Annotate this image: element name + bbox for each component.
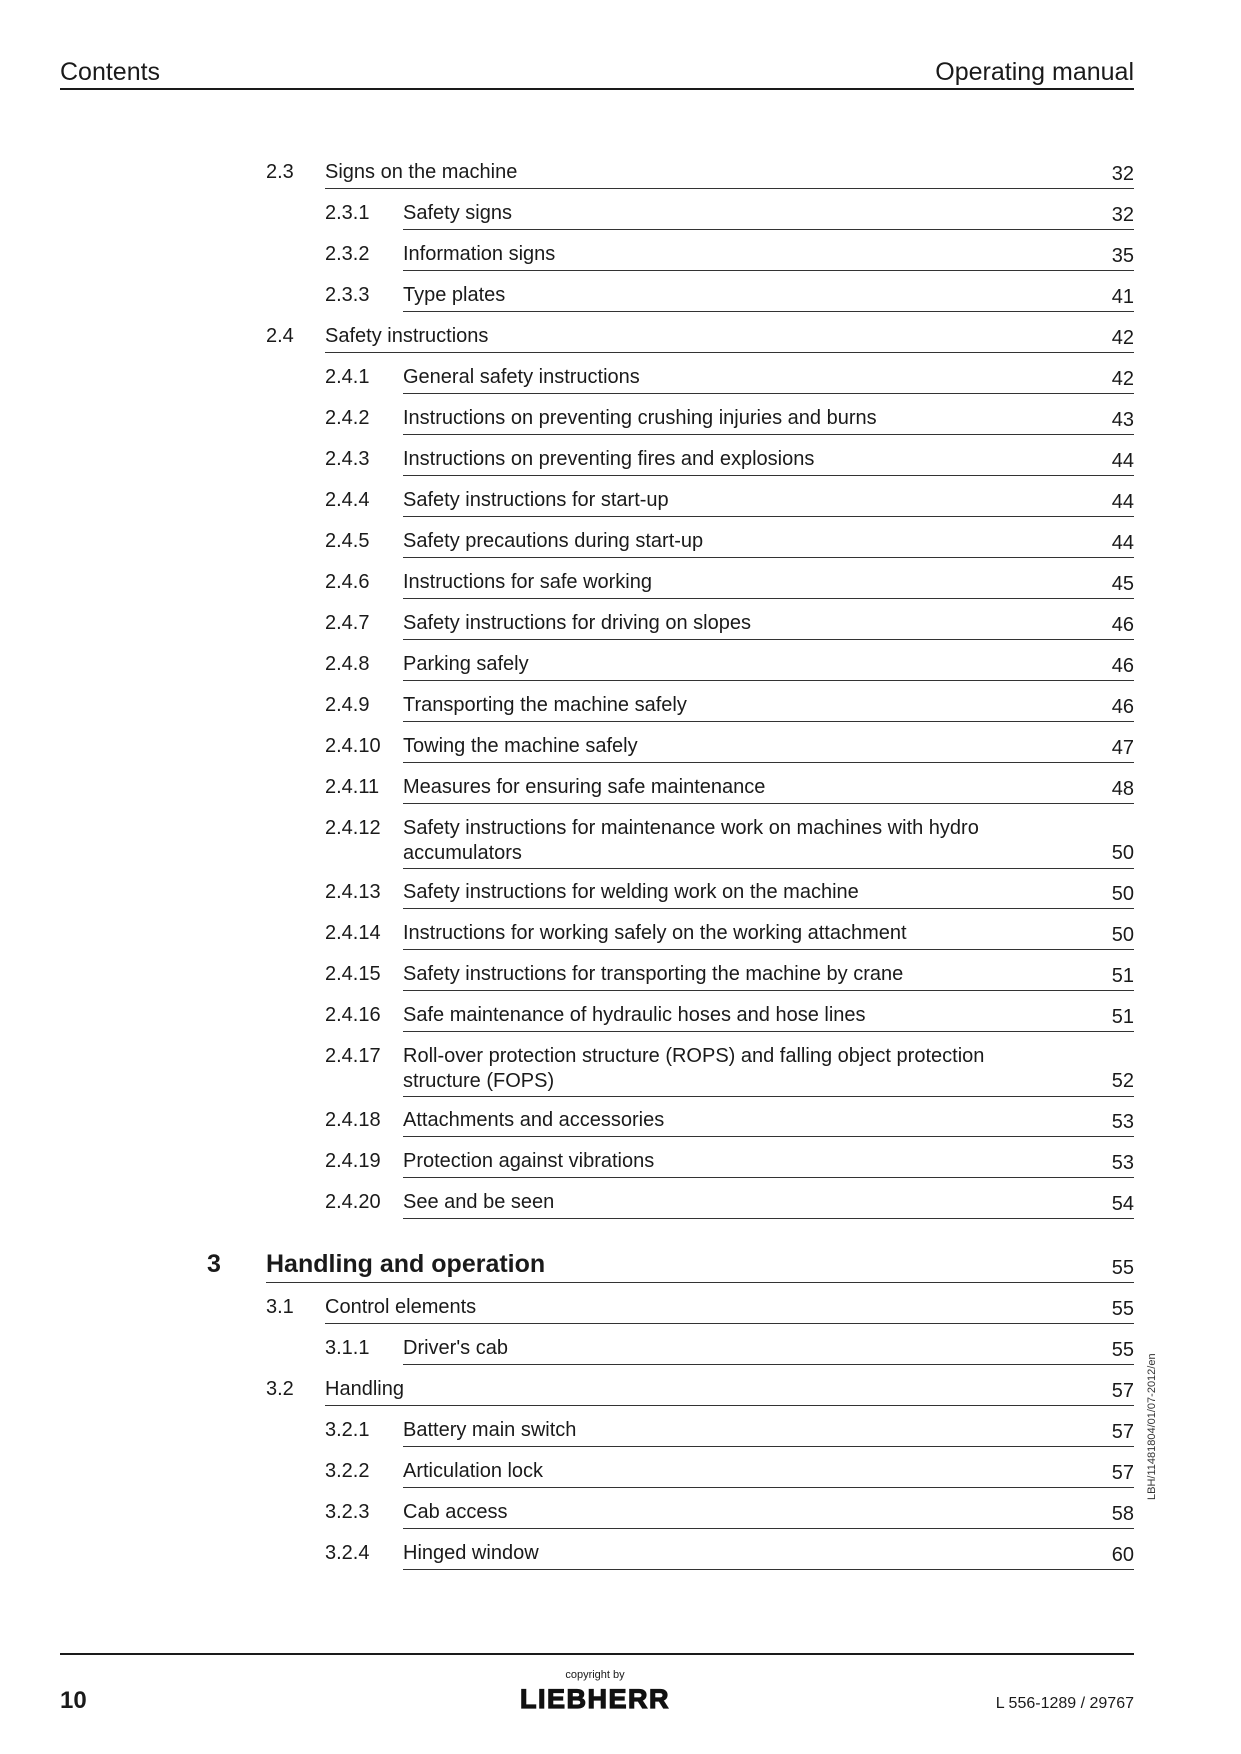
toc-entry-rule	[403, 990, 1134, 991]
toc-entry-page: 45	[1111, 573, 1134, 595]
toc-entry-title: General safety instructions	[403, 366, 640, 388]
toc-entry-number: 2.4.1	[325, 366, 370, 388]
toc-entry-page: 53	[1111, 1152, 1134, 1174]
toc-entry-rule	[403, 557, 1134, 558]
toc-entry-page: 57	[1111, 1421, 1134, 1443]
toc-entry-title: Instructions on preventing fires and explosions	[403, 448, 815, 470]
toc-entry-page: 60	[1111, 1544, 1134, 1566]
toc-entry-title: Signs on the machine	[325, 161, 518, 183]
toc-entry-title: Transporting the machine safely	[403, 694, 687, 716]
toc-entry-rule	[403, 1528, 1134, 1529]
toc-entry-number: 2.4.20	[325, 1191, 381, 1213]
toc-entry-number: 3.2.4	[325, 1542, 370, 1564]
toc-entry-number: 2.4.16	[325, 1004, 381, 1026]
toc-entry-number: 3.2	[266, 1378, 294, 1400]
toc-entry-rule	[403, 908, 1134, 909]
toc-entry-title: Articulation lock	[403, 1460, 544, 1482]
toc-entry-title: Safety instructions	[325, 325, 489, 347]
toc-entry-page: 57	[1111, 1462, 1134, 1484]
toc-entry-title: Instructions for safe working	[403, 571, 652, 593]
toc-entry-page: 46	[1111, 614, 1134, 636]
toc-entry-title: Handling and operation	[266, 1250, 546, 1278]
toc-entry-number: 2.4.13	[325, 881, 381, 903]
toc-entry-rule	[403, 680, 1134, 681]
toc-entry-number: 3	[207, 1250, 221, 1278]
toc-entry-number: 2.4.18	[325, 1109, 381, 1131]
toc-entry-title: Instructions on preventing crushing injuries and burns	[403, 407, 877, 429]
toc-entry-number: 2.4.17	[325, 1045, 381, 1067]
toc-entry-number: 2.4.8	[325, 653, 370, 675]
toc-entry-number: 2.4.4	[325, 489, 370, 511]
toc-entry-title: Safety instructions for driving on slopes	[403, 612, 751, 634]
toc-entry-rule	[403, 475, 1134, 476]
toc-entry-rule	[403, 1096, 1134, 1097]
toc-entry-title: Safety instructions for start-up	[403, 489, 669, 511]
toc-entry-number: 3.2.3	[325, 1501, 370, 1523]
toc-entry-number: 2.4.9	[325, 694, 370, 716]
toc-entry-page: 46	[1111, 655, 1134, 677]
toc-entry-page: 44	[1111, 532, 1134, 554]
toc-entry-number: 3.1	[266, 1296, 294, 1318]
toc-entry-title: Attachments and accessories	[403, 1109, 665, 1131]
toc-entry-page: 50	[1111, 924, 1134, 946]
toc-entry-rule	[403, 598, 1134, 599]
toc-entry-page: 44	[1111, 491, 1134, 513]
toc-entry-page: 35	[1111, 245, 1134, 267]
toc-entry-number: 2.4.15	[325, 963, 381, 985]
toc-entry-title: Cab access	[403, 1501, 508, 1523]
toc-entry-page: 46	[1111, 696, 1134, 718]
toc-entry-rule	[403, 639, 1134, 640]
toc-entry-title: Protection against vibrations	[403, 1150, 655, 1172]
toc-entry-number: 2.4.10	[325, 735, 381, 757]
toc-entry-page: 44	[1111, 450, 1134, 472]
toc-entry-page: 55	[1111, 1257, 1134, 1279]
toc-entry-title: Parking safely	[403, 653, 529, 675]
toc-entry-number: 2.3.3	[325, 284, 370, 306]
toc-entry-page: 55	[1111, 1339, 1134, 1361]
toc-entry-title: Safety signs	[403, 202, 512, 224]
toc-entry-title: Safety precautions during start-up	[403, 530, 704, 552]
toc-entry-rule	[403, 516, 1134, 517]
toc-entry-page: 41	[1111, 286, 1134, 308]
toc-entry-rule	[403, 1177, 1134, 1178]
toc-entry-number: 2.4.19	[325, 1150, 381, 1172]
toc-entry-rule	[403, 229, 1134, 230]
toc-entry-title: Safety instructions for maintenance work on machines with hydro	[403, 817, 979, 839]
toc-entry-rule	[403, 434, 1134, 435]
toc-entry-title-continued: accumulators	[403, 842, 522, 864]
toc-entry-number: 3.1.1	[325, 1337, 370, 1359]
toc-entry-rule	[325, 1323, 1134, 1324]
toc-entry-page: 42	[1111, 327, 1134, 349]
toc-entry-title: Battery main switch	[403, 1419, 577, 1441]
copyright-text: copyright by	[565, 1669, 625, 1681]
toc-entry-page: 51	[1111, 1006, 1134, 1028]
toc-entry-page: 57	[1111, 1380, 1134, 1402]
toc-entry-number: 2.4.7	[325, 612, 370, 634]
toc-entry-rule	[403, 1446, 1134, 1447]
toc-entry-rule	[403, 803, 1134, 804]
toc-entry-rule	[403, 1218, 1134, 1219]
toc-entry-number: 2.4.3	[325, 448, 370, 470]
toc-entry-title-continued: structure (FOPS)	[403, 1070, 555, 1092]
toc-entry-page: 50	[1111, 842, 1134, 864]
document-number: L 556-1289 / 29767	[995, 1695, 1134, 1712]
page-footer	[60, 1653, 1134, 1715]
toc-entry-rule	[403, 1136, 1134, 1137]
toc-entry-page: 51	[1111, 965, 1134, 987]
toc-entry-page: 42	[1111, 368, 1134, 390]
toc-entry-title: Safety instructions for transporting the machine by crane	[403, 963, 904, 985]
toc-entry-title: Control elements	[325, 1296, 477, 1318]
toc-entry-number: 2.4.5	[325, 530, 370, 552]
toc-entry-number: 2.3.1	[325, 202, 370, 224]
toc-entry-page: 43	[1111, 409, 1134, 431]
toc-entry-rule	[403, 270, 1134, 271]
toc-entry-number: 3.2.1	[325, 1419, 370, 1441]
toc-entry-number: 2.4.6	[325, 571, 370, 593]
toc-entry-rule	[325, 352, 1134, 353]
header-section-title: Contents	[60, 58, 161, 86]
toc-entry-number: 2.4	[266, 325, 294, 347]
toc-entry-page: 48	[1111, 778, 1134, 800]
toc-entry-rule	[403, 868, 1134, 869]
toc-entry-page: 47	[1111, 737, 1134, 759]
toc-entry-title: Hinged window	[403, 1542, 539, 1564]
toc-entry-title: Safety instructions for welding work on the machine	[403, 881, 859, 903]
toc-entry-rule	[403, 393, 1134, 394]
toc-entry-rule	[403, 1364, 1134, 1365]
header-manual-title: Operating manual	[935, 58, 1134, 86]
toc-entry-number: 2.3.2	[325, 243, 370, 265]
toc-entry-number: 2.4.14	[325, 922, 381, 944]
toc-entry-rule	[325, 1405, 1134, 1406]
toc-entry-number: 2.4.2	[325, 407, 370, 429]
toc-entry-number: 2.4.12	[325, 817, 381, 839]
toc-entry-page: 32	[1111, 204, 1134, 226]
toc-entry-title: Towing the machine safely	[403, 735, 638, 757]
toc-entry-number: 3.2.2	[325, 1460, 370, 1482]
toc-entry-rule	[403, 1569, 1134, 1570]
toc-entry-title: Type plates	[403, 284, 506, 306]
toc-entry-title: Roll-over protection structure (ROPS) and falling object protection	[403, 1045, 985, 1067]
document-code: LBH/11481804/01/07-2012/en	[1146, 1353, 1158, 1500]
toc-entry-rule	[325, 188, 1134, 189]
liebherr-logo	[506, 1683, 684, 1713]
toc-entry-number: 2.3	[266, 161, 294, 183]
toc-entry-title: Information signs	[403, 243, 556, 265]
toc-entry-page: 58	[1111, 1503, 1134, 1525]
toc-entry-title: Driver's cab	[403, 1337, 508, 1359]
toc-entry-page: 54	[1111, 1193, 1134, 1215]
page-number: 10	[60, 1687, 87, 1714]
toc-entry-title: Safe maintenance of hydraulic hoses and hose lines	[403, 1004, 866, 1026]
logo-wordmark: LIEBHERR	[519, 1684, 671, 1713]
toc-entry-title: See and be seen	[403, 1191, 555, 1213]
toc-entry-page: 50	[1111, 883, 1134, 905]
toc-entry-rule	[403, 762, 1134, 763]
toc-entry-number: 2.4.11	[325, 776, 380, 798]
toc-entry-rule	[403, 1031, 1134, 1032]
toc-entry-rule	[266, 1282, 1134, 1283]
toc-entry-rule	[403, 311, 1134, 312]
toc-entry-page: 52	[1111, 1070, 1134, 1092]
toc-entry-rule	[403, 721, 1134, 722]
toc-entry-rule	[403, 949, 1134, 950]
toc-entry-title: Measures for ensuring safe maintenance	[403, 776, 766, 798]
toc-entry-page: 32	[1111, 163, 1134, 185]
toc-entry-title: Instructions for working safely on the working attachment	[403, 922, 907, 944]
toc-entry-title: Handling	[325, 1378, 404, 1400]
toc-entry-rule	[403, 1487, 1134, 1488]
toc-entry-page: 53	[1111, 1111, 1134, 1133]
toc-entry-page: 55	[1111, 1298, 1134, 1320]
